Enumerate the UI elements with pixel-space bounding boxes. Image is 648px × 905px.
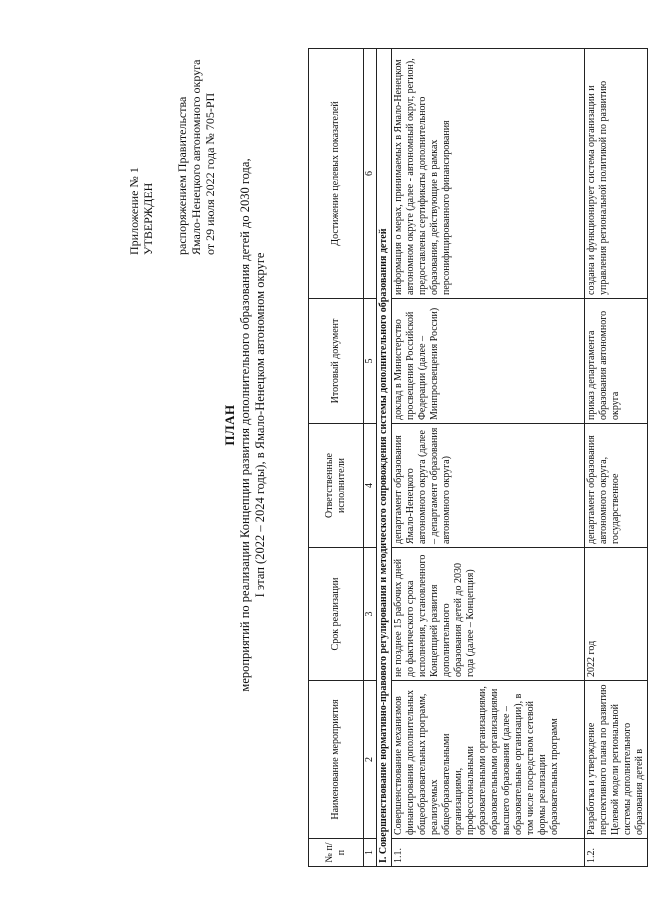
column-header-number: № п/п bbox=[309, 839, 364, 867]
row-responsible: департамент образования автономного округа, государственное bbox=[585, 424, 648, 548]
approval-order-line-3: от 29 июля 2022 года № 705-РП bbox=[203, 92, 217, 255]
plan-title: ПЛАН bbox=[222, 404, 237, 446]
approval-status: УТВЕРЖДЕН bbox=[141, 182, 155, 255]
row-document: доклад в Министерство просвещения Российской Федерации (далее – Минпросвещения России) bbox=[392, 299, 585, 424]
column-number: 5 bbox=[364, 299, 377, 424]
table-row bbox=[392, 49, 585, 867]
section-title: I. Совершенствование нормативно-правового регулирования и методического сопровождения системы дополнительного образования детей bbox=[377, 49, 392, 867]
row-term: не позднее 15 рабочих дней до фактического срока исполнения, установленного Концепцией развития дополнительного образования детей до 2030 года (далее – Концепция) bbox=[392, 548, 585, 681]
row-indicators: создана и функционирует система организации и управления региональной политикой по развитию bbox=[585, 49, 648, 299]
column-number: 3 bbox=[364, 548, 377, 681]
column-number: 2 bbox=[364, 681, 377, 839]
approval-order-line-1: распоряжением Правительства bbox=[175, 96, 189, 255]
plan-subtitle-line-2: I этап (2022 – 2024 годы), в Ямало-Ненецком автономном округе bbox=[253, 252, 267, 598]
row-name: Совершенствование механизмов финансирования дополнительных общеобразовательных программ, реализуемых общеобразовательными организациями, профессиональными образовательными организациями, образовательными организациями высшего образования (далее – образовательные организации), в том числе посредством сетевой формы реализации образовательных программ bbox=[392, 681, 585, 839]
column-header-name: Наименование мероприятия bbox=[309, 681, 364, 839]
plan-subtitle-line-1: мероприятий по реализации Концепции развития дополнительного образования детей до 2030 года, bbox=[238, 158, 252, 692]
plan-heading bbox=[222, 45, 268, 805]
row-document: приказ департамента образования автономного округа bbox=[585, 299, 648, 424]
row-number: 1.1. bbox=[392, 839, 585, 867]
column-header-term: Срок реализации bbox=[309, 548, 364, 681]
table-row bbox=[585, 49, 648, 867]
column-number: 4 bbox=[364, 424, 377, 548]
row-indicators: информация о мерах, принимаемых в Ямало-Ненецком автономном округе (далее - автономный округ, регион), предоставлены сертификаты дополнительного образования, действующие в рамках персонифицированного финансирования bbox=[392, 49, 585, 299]
row-number: 1.2. bbox=[585, 839, 648, 867]
row-term: 2022 год bbox=[585, 548, 648, 681]
approval-stamp bbox=[127, 15, 217, 255]
row-name: Разработка и утверждение перспективного плана по развитию Целевой модели региональной системы дополнительного образования детей в bbox=[585, 681, 648, 839]
column-number-row bbox=[364, 49, 377, 867]
plan-table bbox=[308, 48, 648, 867]
column-header-document: Итоговый документ bbox=[309, 299, 364, 424]
table-header-row bbox=[309, 49, 364, 867]
row-responsible: департамент образования Ямало-Ненецкого автономного округа (далее – департамент образования автономного округа) bbox=[392, 424, 585, 548]
column-header-responsible: Ответственные исполнители bbox=[309, 424, 364, 548]
appendix-number: Приложение № 1 bbox=[127, 167, 141, 255]
column-header-indicators: Достижение целевых показателей bbox=[309, 49, 364, 299]
column-number: 1 bbox=[364, 839, 377, 867]
section-row bbox=[377, 49, 392, 867]
approval-order-line-2: Ямало-Ненецкого автономного округа bbox=[189, 59, 203, 255]
column-number: 6 bbox=[364, 49, 377, 299]
